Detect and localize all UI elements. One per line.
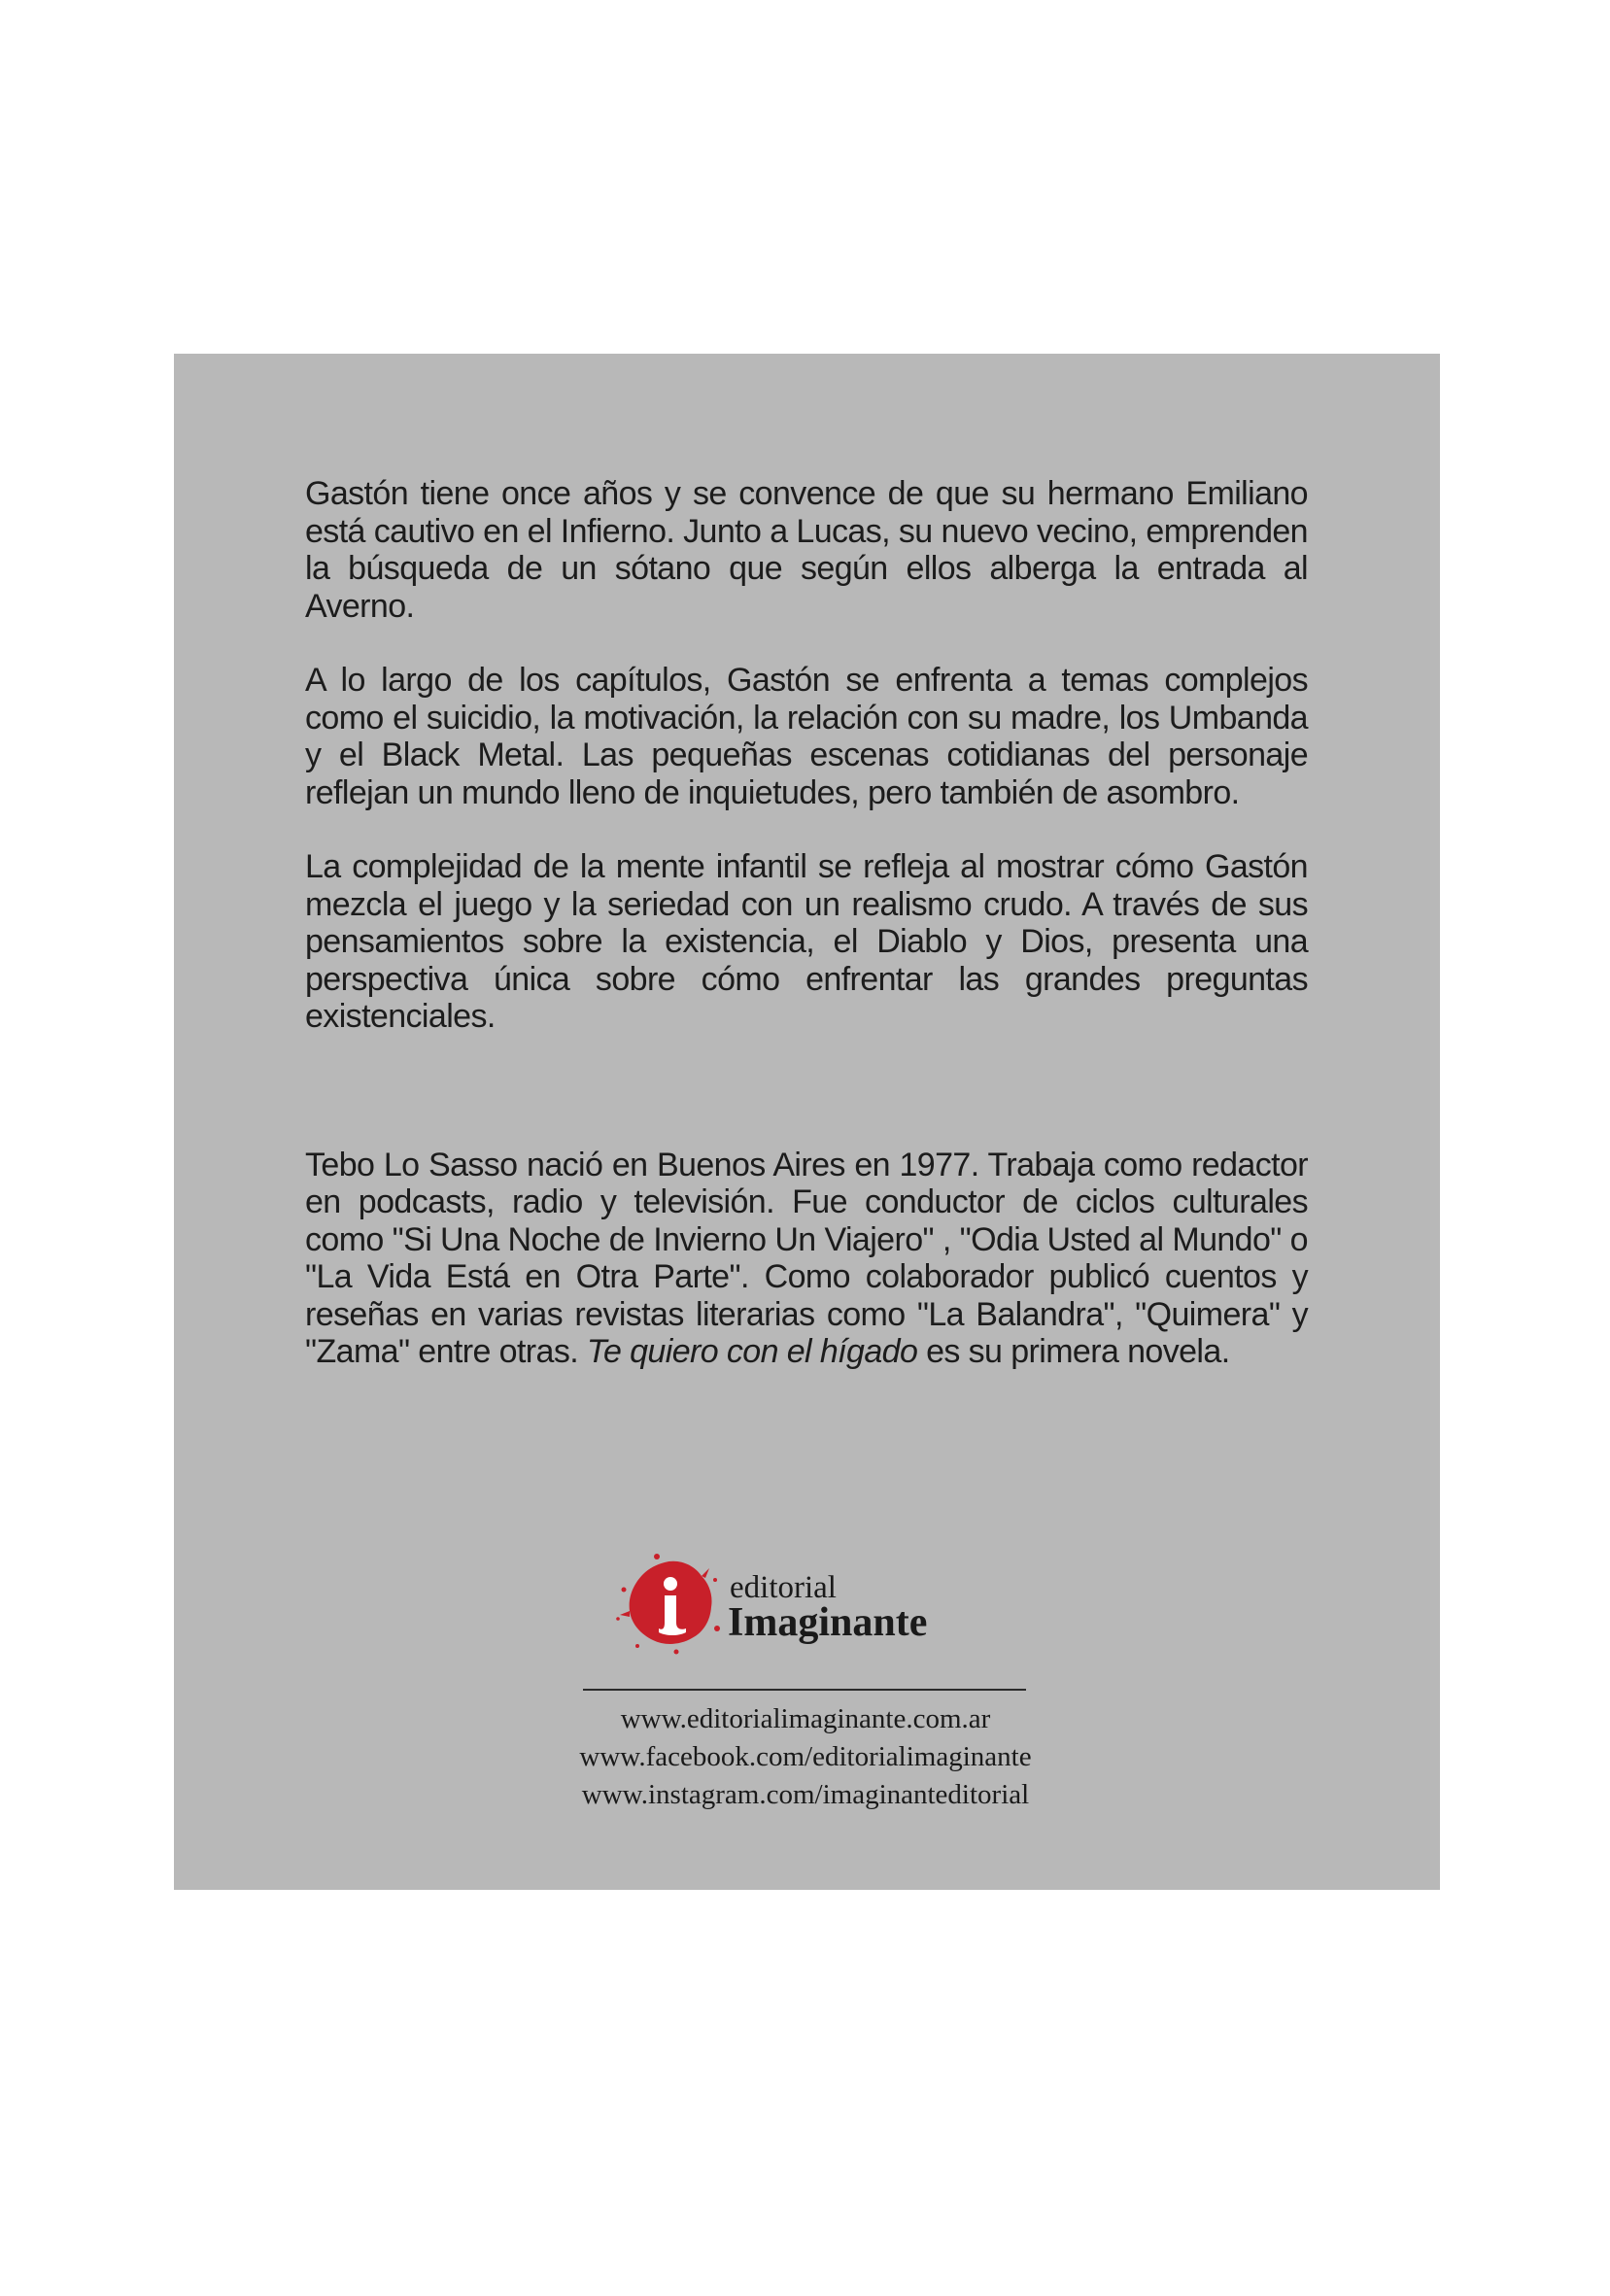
divider-line [583, 1689, 1026, 1691]
book-title: Te quiero con el hígado [586, 1333, 918, 1370]
author-bio-text: Tebo Lo Sasso nació en Buenos Aires en 1977. Trabaja como redactor en podcasts, radio y televisión. Fue conductor de ciclos culturales como "Si Una Noche de Invierno Un Viajero" , "Odia Usted al Mundo" o "La Vida Está en Otra Parte". Como colaborador publicó cuentos y reseñas en varias revistas literarias como "La Balandra", "Quimera" y "Zama" entre otras. [305, 1146, 1308, 1370]
website-link[interactable]: www.editorialimaginante.com.ar [620, 1703, 991, 1734]
ink-splash-i-icon [608, 1551, 727, 1658]
publisher-name: Imaginante [728, 1600, 928, 1645]
synopsis-paragraph-3: La complejidad de la mente infantil se refleja al mostrar cómo Gastón mezcla el juego y la seriedad con un realismo crudo. A través de sus pensamientos sobre la existencia, el Diablo y Dios, presenta una perspectiva única sobre cómo enfrentar las grandes preguntas existenciales. [305, 848, 1308, 1035]
publisher-links [465, 1700, 1146, 1814]
back-cover-panel [174, 354, 1440, 1890]
author-bio [305, 1147, 1308, 1371]
author-bio-text-end: es su primera novela. [917, 1333, 1230, 1370]
synopsis-paragraph-2: A lo largo de los capítulos, Gastón se enfrenta a temas complejos como el suicidio, la motivación, la relación con su madre, los Umbanda y el Black Metal. Las pequeñas escenas cotidianas del personaje reflejan un mundo lleno de inquietudes, pero también de asombro. [305, 662, 1308, 811]
facebook-link[interactable]: www.facebook.com/editorialimaginante [579, 1741, 1032, 1772]
publisher-logo [608, 1551, 977, 1658]
back-cover-text [305, 475, 1308, 1371]
publisher-name-small: editorial [730, 1570, 837, 1605]
instagram-link[interactable]: www.instagram.com/imaginanteditorial [581, 1779, 1030, 1810]
synopsis-paragraph-1: Gastón tiene once años y se convence de que su hermano Emiliano está cautivo en el Infierno. Junto a Lucas, su nuevo vecino, emprenden la búsqueda de un sótano que según ellos alberga la entrada al Averno. [305, 475, 1308, 625]
